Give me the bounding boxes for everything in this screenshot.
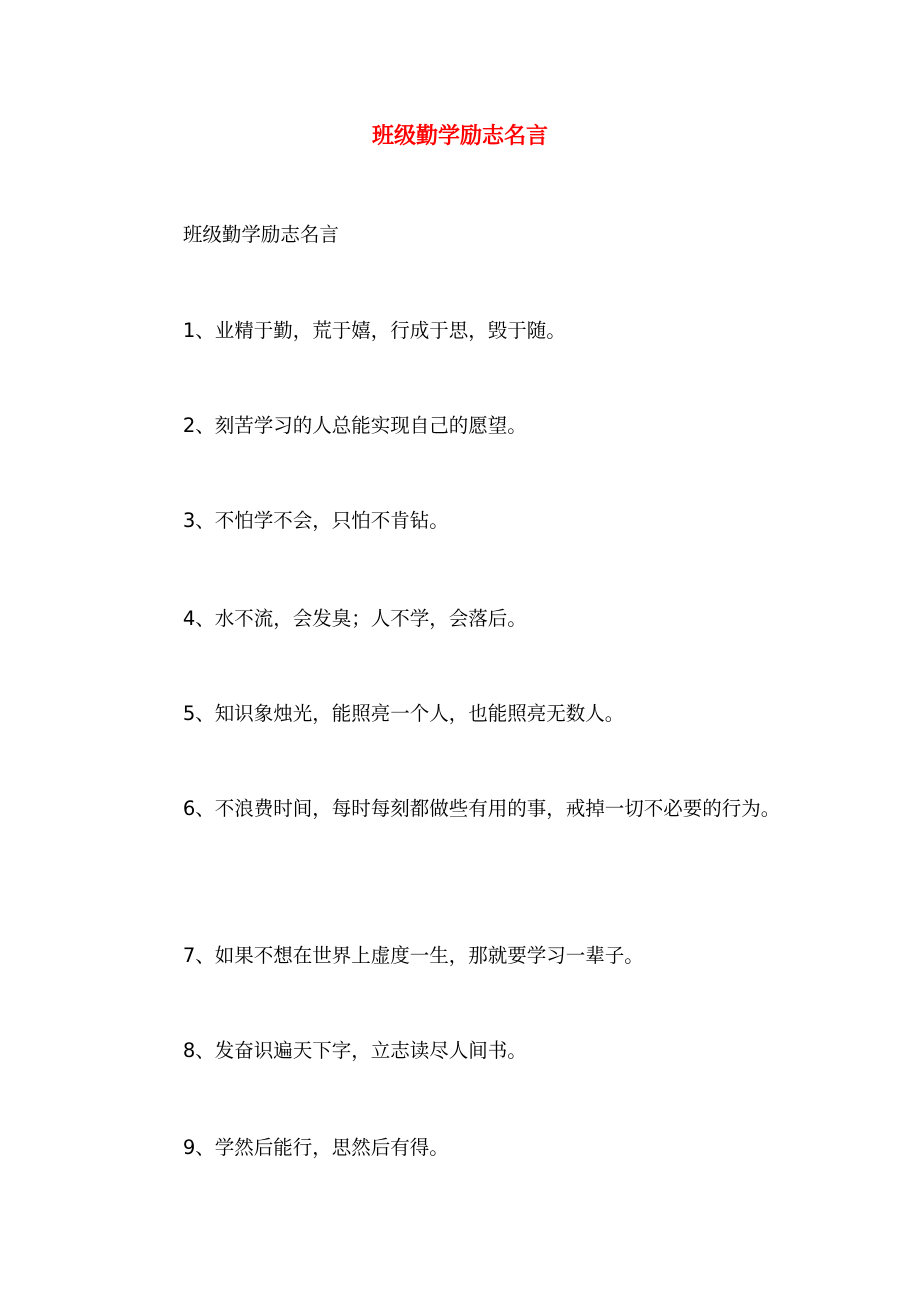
document-title: 班级勤学励志名言	[371, 124, 548, 149]
quote-item: 6、不浪费时间，每时每刻都做些有用的事，戒掉一切不必要的行为。	[182, 797, 781, 820]
document-subtitle: 班级勤学励志名言	[182, 223, 339, 246]
quote-item: 2、刻苦学习的人总能实现自己的愿望。	[182, 414, 527, 437]
quote-item: 8、发奋识遍天下字，立志读尽人间书。	[182, 1039, 527, 1062]
quote-item: 3、不怕学不会，只怕不肯钻。	[182, 509, 449, 532]
quote-item: 7、如果不想在世界上虚度一生，那就要学习一辈子。	[182, 944, 644, 967]
quote-item: 5、知识象烛光，能照亮一个人，也能照亮无数人。	[182, 702, 625, 725]
quote-item: 9、学然后能行，思然后有得。	[182, 1136, 449, 1159]
quote-item: 4、水不流，会发臭；人不学，会落后。	[182, 607, 527, 630]
quote-item: 1、业精于勤，荒于嬉，行成于思，毁于随。	[182, 319, 566, 342]
